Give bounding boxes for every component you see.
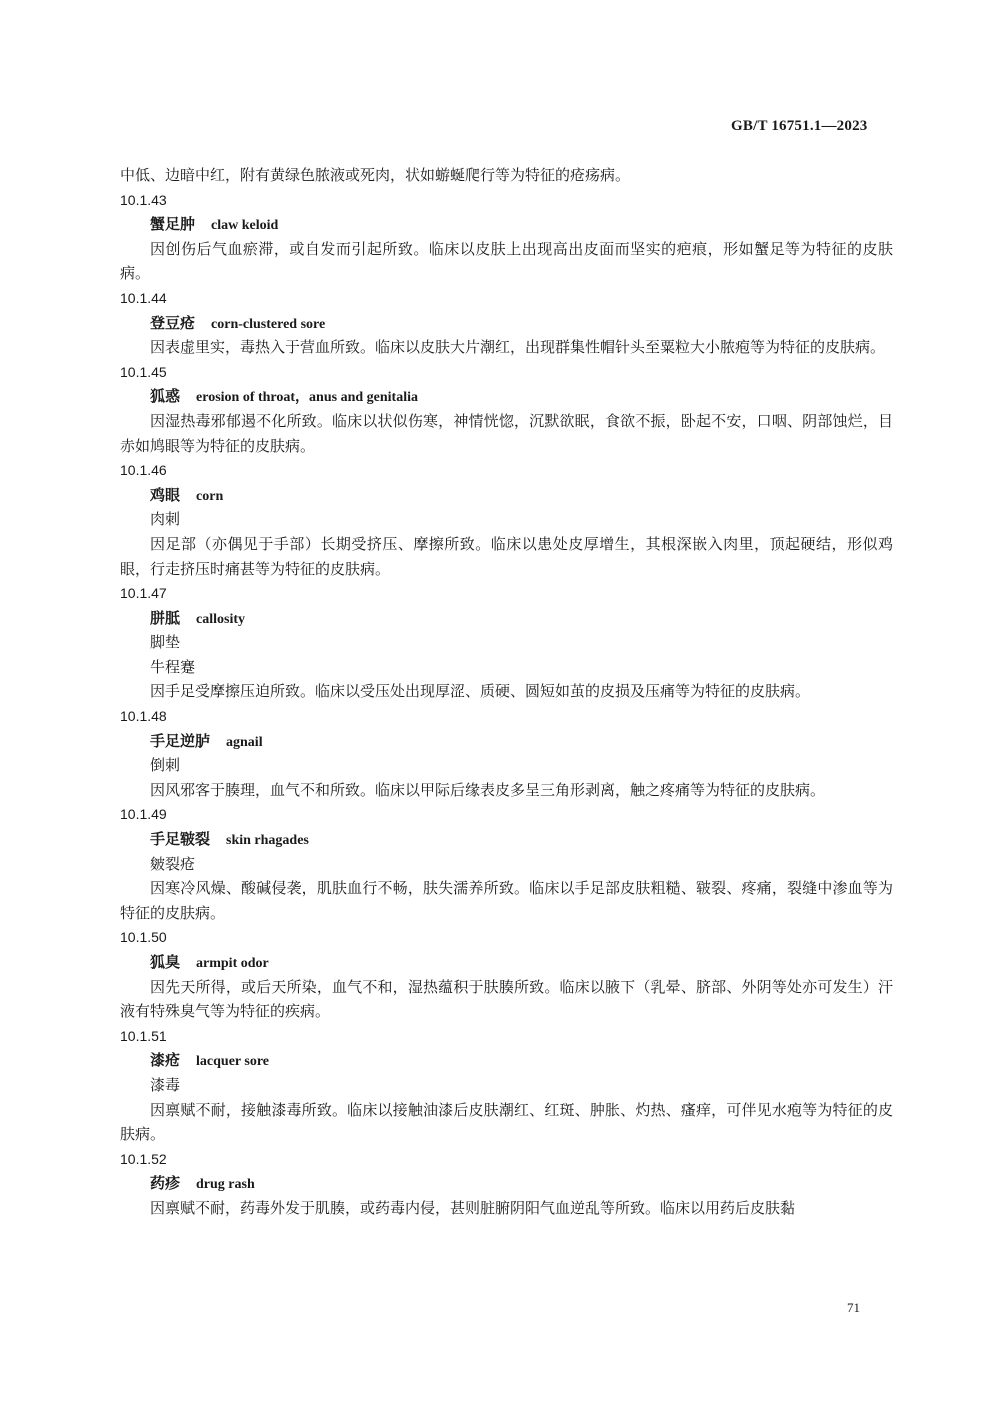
term-definition: 因禀赋不耐，药毒外发于肌腠，或药毒内侵，甚则脏腑阴阳气血逆乱等所致。临床以用药后皮肤黏 [150, 1198, 796, 1217]
term-heading [120, 212, 893, 237]
term-synonym: 肉刺 [150, 510, 181, 529]
term-english: agnail [226, 734, 263, 750]
term-synonym: 脚垫 [150, 633, 181, 652]
term-entry [120, 925, 893, 1023]
entry-number: 10.1.51 [120, 1027, 167, 1044]
term-definition: 因寒冷风燥、酸碱侵袭，肌肤血行不畅，肤失濡养所致。临床以手足部皮肤粗糙、皲裂、疼痛，裂缝中渗血等为特征的皮肤病。 [120, 879, 893, 922]
term-definition: 因湿热毒邪郁遏不化所致。临床以状似伤寒，神情恍惚，沉默欲眠，食欲不振，卧起不安，口咽、阴部蚀烂，目赤如鸠眼等为特征的皮肤病。 [120, 411, 893, 455]
term-english: erosion of throat，anus and genitalia [196, 390, 418, 406]
term-definition: 因创伤后气血瘀滞，或自发而引起所致。临床以皮肤上出现高出皮面而坚实的疤痕，形如蟹足等为特征的皮肤病。 [120, 239, 893, 283]
term-chinese: 手足皲裂 [150, 830, 211, 849]
term-synonym: 牛程蹇 [150, 657, 196, 676]
term-chinese: 手足逆胪 [150, 731, 211, 750]
entry-number: 10.1.48 [120, 708, 167, 725]
term-chinese: 蟹足肿 [150, 215, 196, 234]
term-heading [120, 311, 893, 336]
term-entry [120, 360, 893, 458]
term-entry [120, 704, 893, 802]
term-chinese: 狐臭 [150, 953, 181, 971]
term-heading [120, 729, 893, 754]
standard-code-header: GB/T 16751.1—2023 [731, 118, 868, 134]
term-chinese: 鸡眼 [150, 485, 181, 504]
entry-number: 10.1.47 [120, 585, 167, 602]
term-definition: 因先天所得，或后天所染，血气不和，湿热蕴积于肤腠所致。临床以腋下（乳晕、脐部、外阴等处亦可发生）汗液有特殊臭气等为特征的疾病。 [120, 977, 893, 1021]
term-english: corn-clustered sore [211, 316, 326, 332]
entry-number: 10.1.44 [120, 289, 167, 306]
term-english: lacquer sore [196, 1054, 269, 1070]
term-entry [120, 1147, 893, 1221]
term-entry [120, 286, 893, 360]
entry-number: 10.1.43 [120, 191, 167, 208]
term-heading [120, 950, 893, 975]
term-entry [120, 1024, 893, 1147]
entry-number: 10.1.49 [120, 806, 167, 823]
term-chinese: 漆疮 [150, 1051, 181, 1070]
term-chinese: 登豆疮 [150, 313, 196, 332]
term-heading [120, 1171, 893, 1196]
document-body [120, 163, 893, 1221]
entry-number: 10.1.52 [120, 1150, 167, 1167]
term-english: callosity [196, 611, 246, 627]
term-entry [120, 581, 893, 704]
term-chinese: 药疹 [150, 1174, 181, 1193]
term-synonym: 倒刺 [150, 756, 181, 775]
term-english: drug rash [196, 1177, 255, 1193]
term-chinese: 狐惑 [150, 387, 181, 406]
term-english: skin rhagades [226, 833, 309, 849]
entry-number: 10.1.45 [120, 363, 167, 380]
term-definition: 因风邪客于腠理，血气不和所致。临床以甲际后缘表皮多呈三角形剥离，触之疼痛等为特征的皮肤病。 [150, 780, 826, 799]
term-definition: 因表虚里实，毒热入于营血所致。临床以皮肤大片潮红，出现群集性帽针头至粟粒大小脓疱等为特征的皮肤病。 [150, 338, 886, 357]
term-english: corn [196, 488, 224, 504]
term-chinese: 胼胝 [150, 608, 181, 627]
term-heading [120, 1048, 893, 1073]
term-definition: 因禀赋不耐，接触漆毒所致。临床以接触油漆后皮肤潮红、红斑、肿胀、灼热、瘙痒，可伴见水疱等为特征的皮肤病。 [120, 1100, 893, 1144]
term-entry [120, 802, 893, 925]
term-english: armpit odor [196, 956, 269, 971]
carryover-paragraph: 中低、边暗中红，附有黄绿色脓液或死肉，状如蝣蜒爬行等为特征的疮疡病。 [120, 166, 631, 184]
term-entry [120, 188, 893, 286]
term-heading [120, 384, 893, 409]
term-synonym: 漆毒 [150, 1075, 181, 1094]
term-entry [120, 458, 893, 581]
term-heading [120, 483, 893, 508]
term-heading [120, 606, 893, 631]
entry-number: 10.1.46 [120, 462, 167, 479]
term-heading [120, 827, 893, 852]
page-number: 71 [847, 1300, 860, 1315]
entries-list [120, 188, 893, 1221]
entry-number: 10.1.50 [120, 929, 167, 946]
term-synonym: 皴裂疮 [150, 854, 196, 873]
term-definition: 因手足受摩擦压迫所致。临床以受压处出现厚涩、质硬、圆短如茧的皮损及压痛等为特征的皮肤病。 [150, 682, 811, 701]
term-definition: 因足部（亦偶见于手部）长期受挤压、摩擦所致。临床以患处皮厚增生，其根深嵌入肉里，顶起硬结，形似鸡眼，行走挤压时痛甚等为特征的皮肤病。 [120, 534, 893, 578]
term-english: claw keloid [211, 218, 279, 234]
